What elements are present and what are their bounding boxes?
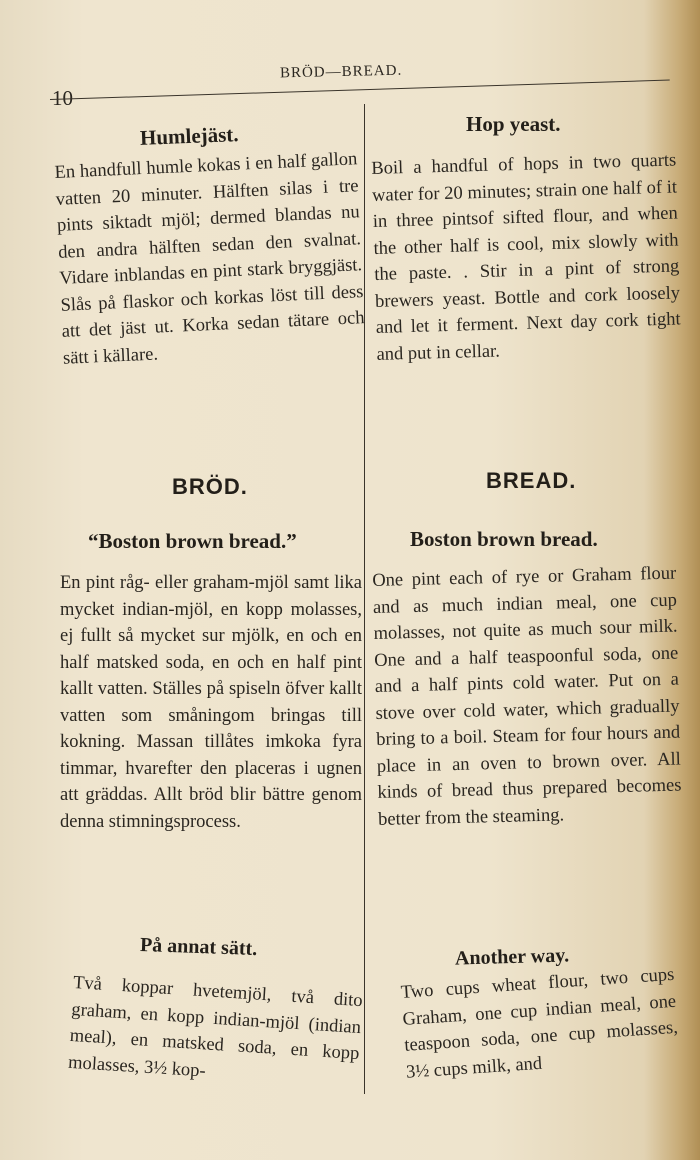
swedish-boston-text: En pint råg- eller graham-mjöl samt lika mycket indian-mjöl, en kopp molasses, ej fullt så mycket sur mjölk, en och en half matsked soda, en och en half pint kallt vatten. Ställes på spiseln öfver kallt vatten som småningom bringas till kokning. Massan tillåtes imkoka fyra timmar, hvarefter den placeras i ugnen att gräddas. Allt bröd blir bättre genom denna stimningsprocess. (60, 573, 362, 832)
english-boston-text: One pint each of rye or Graham flour and as much indian meal, one cup molasses, not quite as much sour milk. One and a half teaspoonful soda, one and a half pints cold water. Put on a stove over cold water, which gradually bring to a boil. Steam for four hours and place in an oven to brown over. All kinds of bread thus prepared becomes better from the steaming. (372, 563, 682, 830)
swedish-another-text: Två koppar hvetemjöl, två dito graham, en kopp indian-mjöl (indian meal), en matsked soda, en kopp molasses, 3½ kop- (67, 972, 364, 1081)
english-section-title: BREAD. (486, 468, 577, 493)
english-another-text: Two cups wheat flour, two cups Graham, one cup indian meal, one teaspoon soda, one cup molasses, 3½ cups milk, and (400, 964, 679, 1083)
running-head: BRÖD—BREAD. (279, 62, 403, 82)
swedish-hop-text: En handfull humle kokas i en half gallon vatten 20 minuter. Hälften silas i tre pints siktadt mjöl; dermed blandas nu den andra hälften sedan den svalnat. Vidare inblandas en pint stark bryggjäst. Slås på flaskor och korkas löst till dess att det jäst ut. Korka sedan tätare och sätt i källare. (54, 149, 365, 369)
header-rule (50, 80, 670, 100)
swedish-section-title: BRÖD. (172, 474, 248, 499)
english-boston-title: Boston brown bread. (410, 527, 598, 551)
page-number: 10 (52, 86, 73, 110)
swedish-another-title: På annat sätt. (139, 933, 258, 961)
swedish-hop-title: Humlejäst. (139, 122, 239, 150)
column-divider (364, 104, 365, 1094)
english-hop-title: Hop yeast. (466, 112, 561, 136)
english-hop-text: Boil a handful of hops in two quarts water for 20 minutes; strain one half of it in three pintsof sifted flour, and when the other half is cool, mix slowly with the paste. . Stir in a pint of strong brewers yeast. Bottle and cork loosely and let it ferment. Next day cork tight and put in cellar. (371, 150, 681, 365)
english-another-title: Another way. (454, 944, 570, 970)
swedish-boston-title: “Boston brown bread.” (88, 529, 297, 553)
